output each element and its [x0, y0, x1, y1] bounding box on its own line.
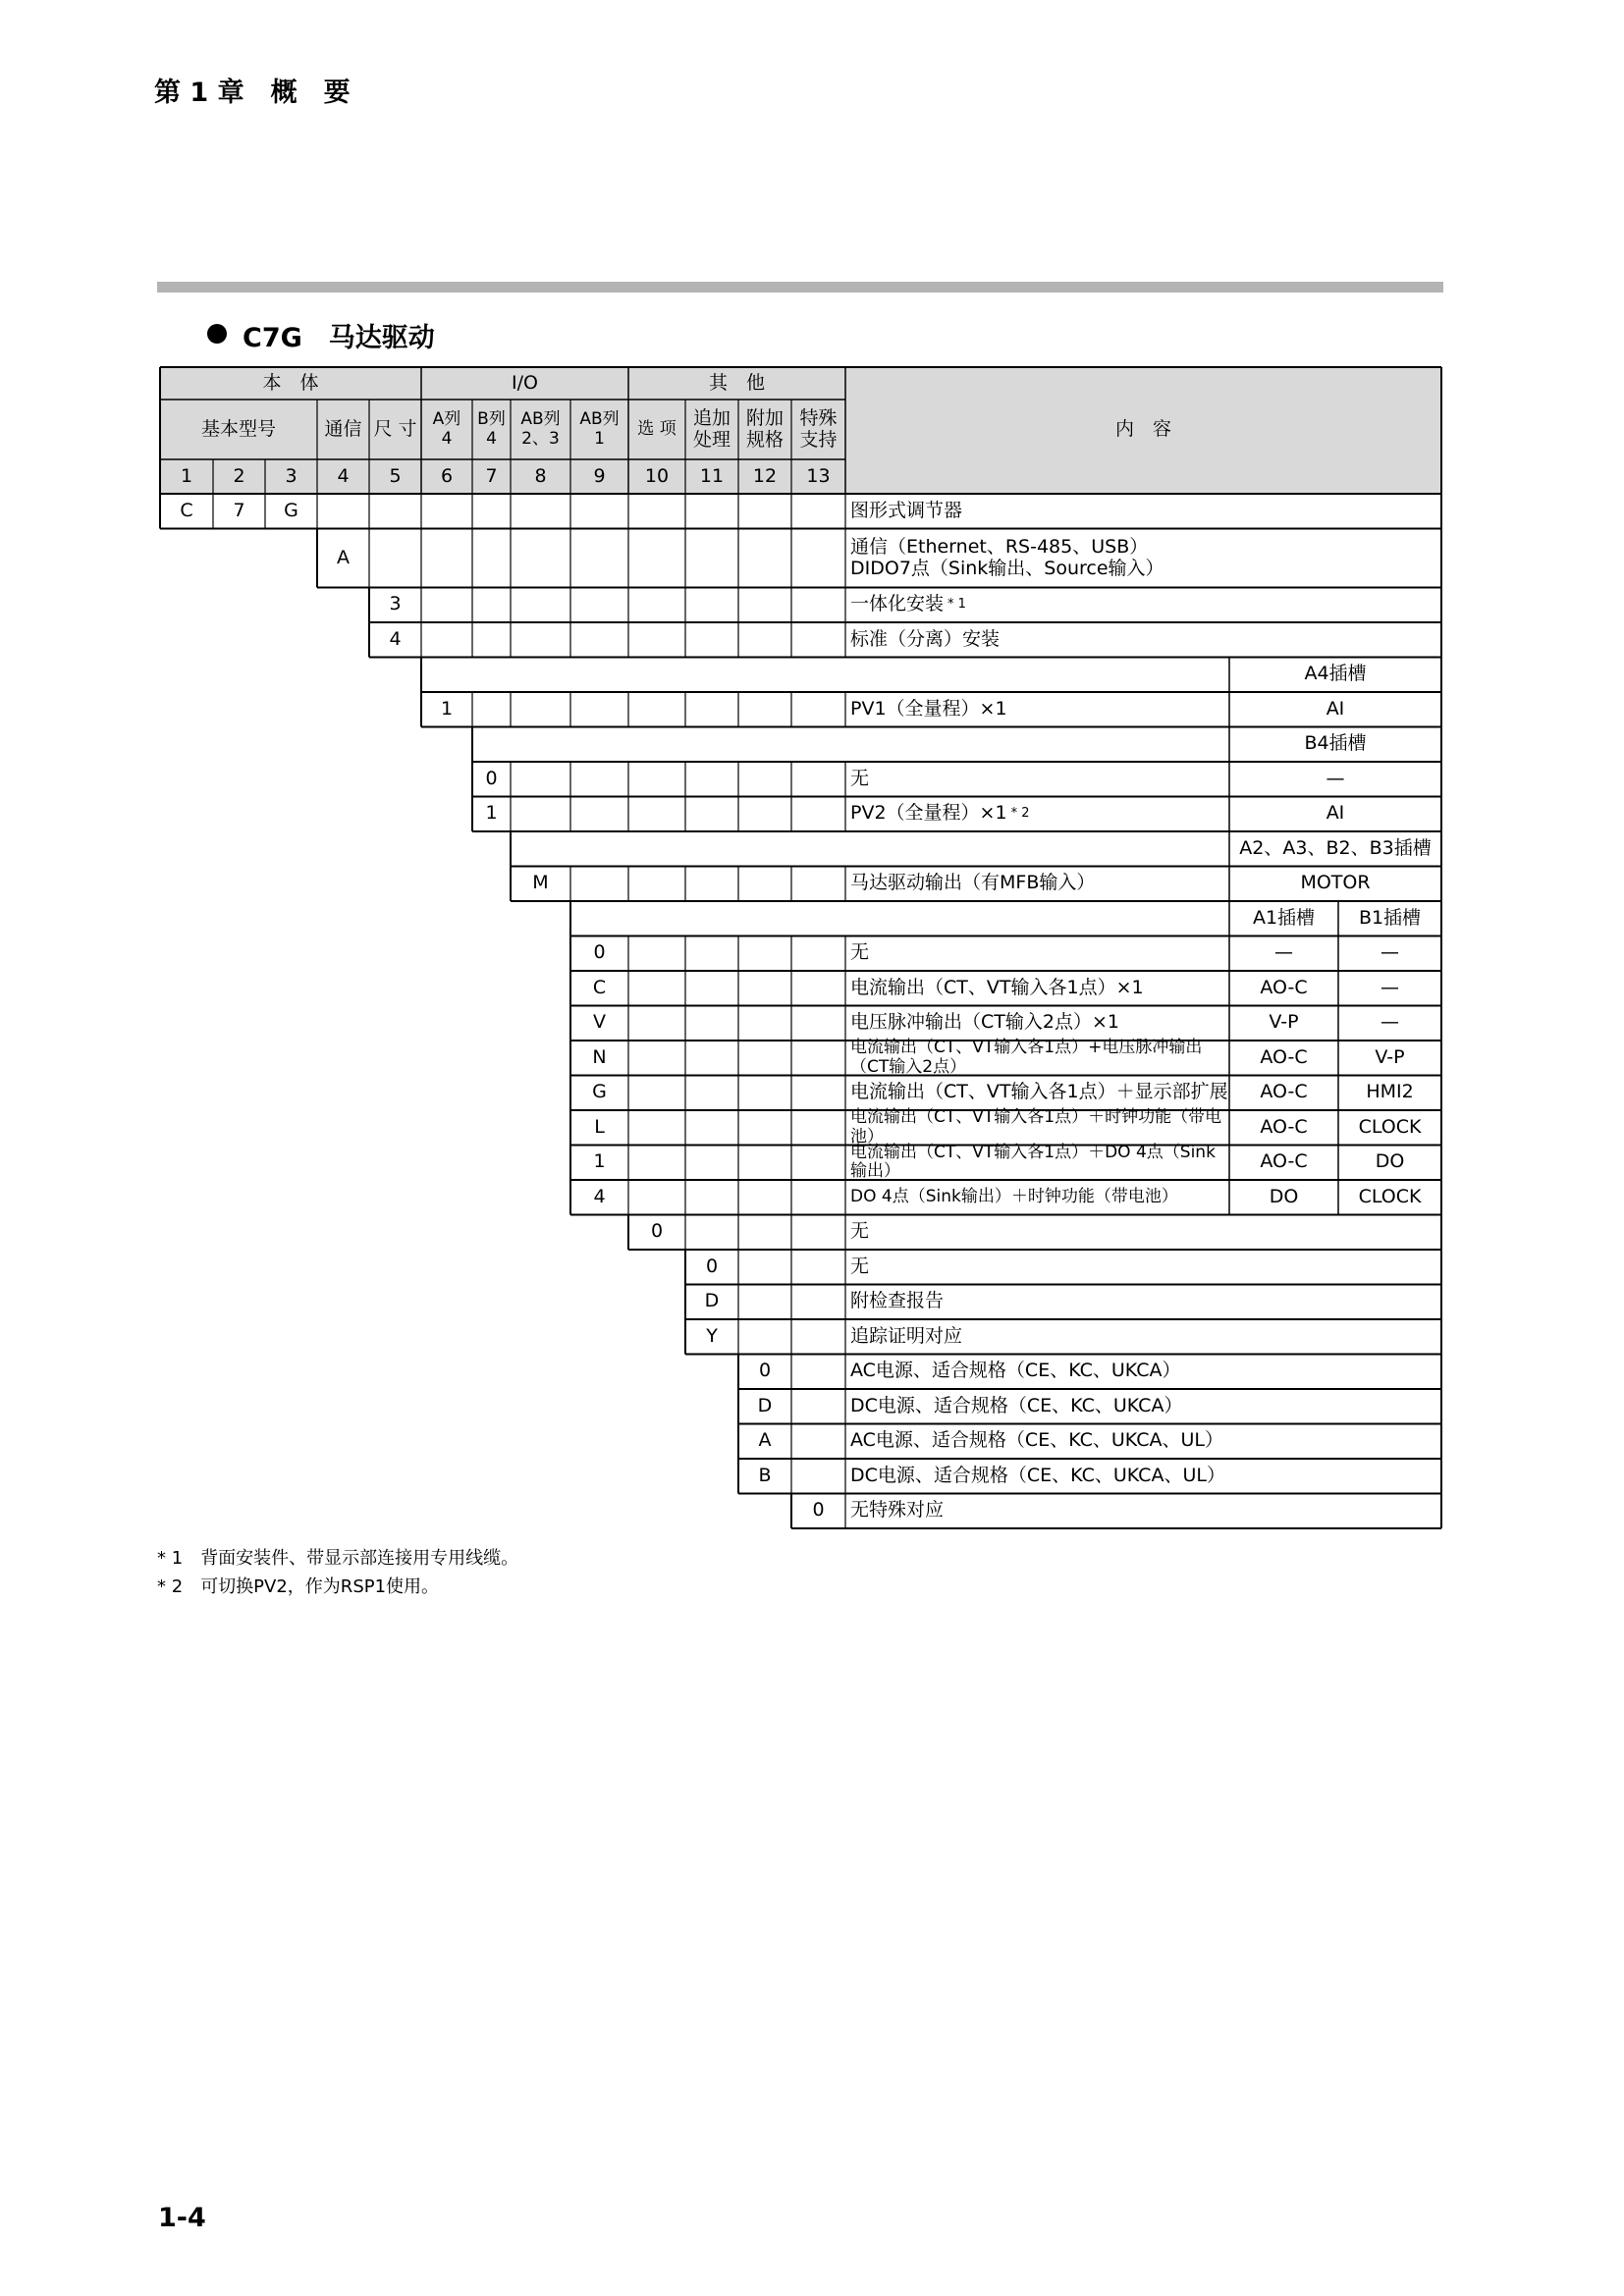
content-cell: 马达驱动输出（有MFB输入） — [850, 872, 1096, 894]
header-content: 内 容 — [1114, 417, 1171, 440]
content-cell: AC电源、适合规格（CE、KC、UKCA、UL） — [850, 1429, 1223, 1452]
header-group-other: 其 他 — [708, 371, 765, 394]
content-cell: 无 — [850, 1220, 870, 1243]
header-col-number: 13 — [806, 464, 831, 487]
header-col-number: 9 — [593, 464, 606, 487]
slot-cell-a1: AO-C — [1260, 976, 1308, 998]
slot-cell-a1: V-P — [1269, 1011, 1299, 1034]
footnote-mark: * 2 — [157, 1576, 184, 1597]
header-addspec: 附加 规格 — [745, 406, 784, 451]
code-option: 0 — [650, 1220, 664, 1243]
header-special: 特殊 支持 — [799, 406, 838, 451]
content-cell: 图形式调节器 — [850, 499, 963, 521]
slot-cell-b1: CLOCK — [1358, 1115, 1422, 1138]
header-col-number: 2 — [233, 464, 245, 487]
header-col-number: 8 — [534, 464, 547, 487]
slot-cell: AI — [1326, 697, 1345, 720]
code-addproc: Y — [706, 1324, 718, 1347]
content-cell: 无 — [850, 1255, 870, 1277]
content-cell: DC电源、适合规格（CE、KC、UKCA） — [850, 1394, 1183, 1416]
code-size: 3 — [389, 593, 402, 615]
header-b4: B列 4 — [477, 408, 506, 449]
header-col-number: 6 — [440, 464, 454, 487]
content-cell: PV2（全量程）×1 * 2 — [850, 802, 1030, 825]
footnote-text: 可切换PV2，作为RSP1使用。 — [200, 1576, 440, 1597]
header-option: 选 项 — [637, 418, 677, 439]
code-special: 0 — [812, 1499, 825, 1522]
code-addspec: A — [758, 1429, 772, 1452]
header-col-number: 12 — [752, 464, 778, 487]
content-cell: 无 — [850, 767, 870, 789]
content-cell: 标准（分离）安装 — [850, 627, 1001, 650]
chapter-title: 第 1 章 概 要 — [154, 78, 351, 108]
header-col-number: 5 — [389, 464, 402, 487]
footnote-ref: * 1 — [947, 596, 966, 612]
slot-cell-b1: HMI2 — [1366, 1081, 1414, 1103]
footnote-2 — [157, 1573, 439, 1598]
content-cell: 无特殊对应 — [850, 1499, 945, 1522]
footnote-text: 背面安装件、带显示部连接用专用线缆。 — [200, 1548, 519, 1569]
content-cell: 电流输出（CT、VT输入各1点）＋时钟功能（带电池） — [850, 1107, 1222, 1147]
content-cell: 电流输出（CT、VT输入各1点）＋显示部扩展 — [850, 1081, 1228, 1103]
slot-cell-a1: — — [1274, 941, 1293, 964]
content-cell: DC电源、适合规格（CE、KC、UKCA、UL） — [850, 1464, 1225, 1486]
code-c: C — [180, 499, 193, 521]
code-ab1: N — [592, 1045, 607, 1068]
header-comm: 通信 — [324, 417, 362, 440]
code-addproc: D — [704, 1290, 720, 1312]
header-col-number: 1 — [180, 464, 193, 487]
code-addspec: 0 — [758, 1360, 772, 1382]
content-cell: 电流输出（CT、VT输入各1点）×1 — [850, 976, 1144, 998]
header-ab23: AB列 2、3 — [520, 408, 561, 449]
header-a4: A列 4 — [432, 408, 461, 449]
slot-header-b1: B1插槽 — [1358, 906, 1422, 929]
slot-cell-b1: — — [1380, 941, 1399, 964]
content-cell: 电流输出（CT、VT输入各1点）+电压脉冲输出（CT输入2点） — [850, 1038, 1203, 1077]
code-ab1: 1 — [593, 1150, 606, 1173]
content-cell: PV1（全量程）×1 — [850, 697, 1007, 720]
code-addspec: D — [757, 1394, 773, 1416]
code-comm: A — [337, 546, 350, 568]
slot-header: A4插槽 — [1304, 663, 1367, 685]
slot-header-a1: A1插槽 — [1252, 906, 1316, 929]
header-group-io: I/O — [512, 371, 538, 394]
slot-cell-a1: AO-C — [1260, 1115, 1308, 1138]
slot-cell-a1: AO-C — [1260, 1150, 1308, 1173]
header-addproc: 追加 处理 — [692, 406, 731, 451]
slot-cell-b1: DO — [1375, 1150, 1405, 1173]
slot-cell-b1: — — [1380, 1011, 1399, 1034]
slot-cell: AI — [1326, 802, 1345, 825]
content-cell: 附检查报告 — [850, 1290, 945, 1312]
slot-cell-a1: AO-C — [1260, 1081, 1308, 1103]
slot-cell-b1: V-P — [1375, 1045, 1405, 1068]
code-7: 7 — [233, 499, 245, 521]
code-ab1: C — [592, 976, 607, 998]
content-cell: 追踪证明对应 — [850, 1324, 963, 1347]
slot-cell: — — [1326, 767, 1345, 789]
content-cell: DO 4点（Sink输出）＋时钟功能（带电池） — [850, 1186, 1178, 1206]
code-a4: 1 — [440, 697, 454, 720]
slot-header: B4插槽 — [1304, 732, 1367, 755]
header-base-model: 基本型号 — [200, 417, 276, 440]
code-ab1: V — [593, 1011, 606, 1034]
content-cell: 电压脉冲输出（CT输入2点）×1 — [850, 1011, 1119, 1034]
header-col-number: 7 — [485, 464, 498, 487]
slot-header: A2、A3、B2、B3插槽 — [1239, 836, 1432, 859]
code-ab23: M — [532, 872, 549, 894]
code-b4: 0 — [485, 767, 498, 789]
header-size: 尺 寸 — [373, 417, 417, 440]
content-cell: 一体化安装 * 1 — [850, 593, 966, 615]
code-size: 4 — [389, 627, 402, 650]
code-addproc: 0 — [705, 1255, 719, 1277]
header-col-number: 11 — [699, 464, 725, 487]
content-cell: 电流输出（CT、VT输入各1点）＋DO 4点（Sink输出） — [850, 1142, 1216, 1182]
code-ab1: 0 — [593, 941, 606, 964]
slot-cell-a1: AO-C — [1260, 1045, 1308, 1068]
code-ab1: L — [594, 1115, 605, 1138]
code-ab1: G — [592, 1081, 607, 1103]
header-col-number: 3 — [285, 464, 298, 487]
slot-cell-b1: — — [1380, 976, 1399, 998]
code-g: G — [284, 499, 298, 521]
code-b4: 1 — [485, 802, 498, 825]
footnote-mark: * 1 — [157, 1548, 184, 1569]
code-ab1: 4 — [593, 1185, 606, 1207]
content-cell: AC电源、适合规格（CE、KC、UKCA） — [850, 1360, 1181, 1382]
header-group-body: 本 体 — [262, 371, 319, 394]
section-title: C7G 马达驱动 — [243, 323, 435, 353]
footnote-ref: * 2 — [1010, 805, 1030, 821]
content-cell: 无 — [850, 941, 870, 964]
page-number: 1-4 — [158, 2203, 206, 2233]
slot-cell-b1: CLOCK — [1358, 1185, 1422, 1207]
content-cell: 通信（Ethernet、RS-485、USB） DIDO7点（Sink输出、Source输入） — [850, 535, 1164, 579]
slot-cell-a1: DO — [1269, 1185, 1299, 1207]
header-col-number: 10 — [644, 464, 670, 487]
code-addspec: B — [758, 1464, 772, 1486]
footnote-1 — [157, 1544, 518, 1570]
slot-cell: MOTOR — [1300, 872, 1371, 894]
header-col-number: 4 — [337, 464, 350, 487]
header-ab1: AB列 1 — [579, 408, 620, 449]
